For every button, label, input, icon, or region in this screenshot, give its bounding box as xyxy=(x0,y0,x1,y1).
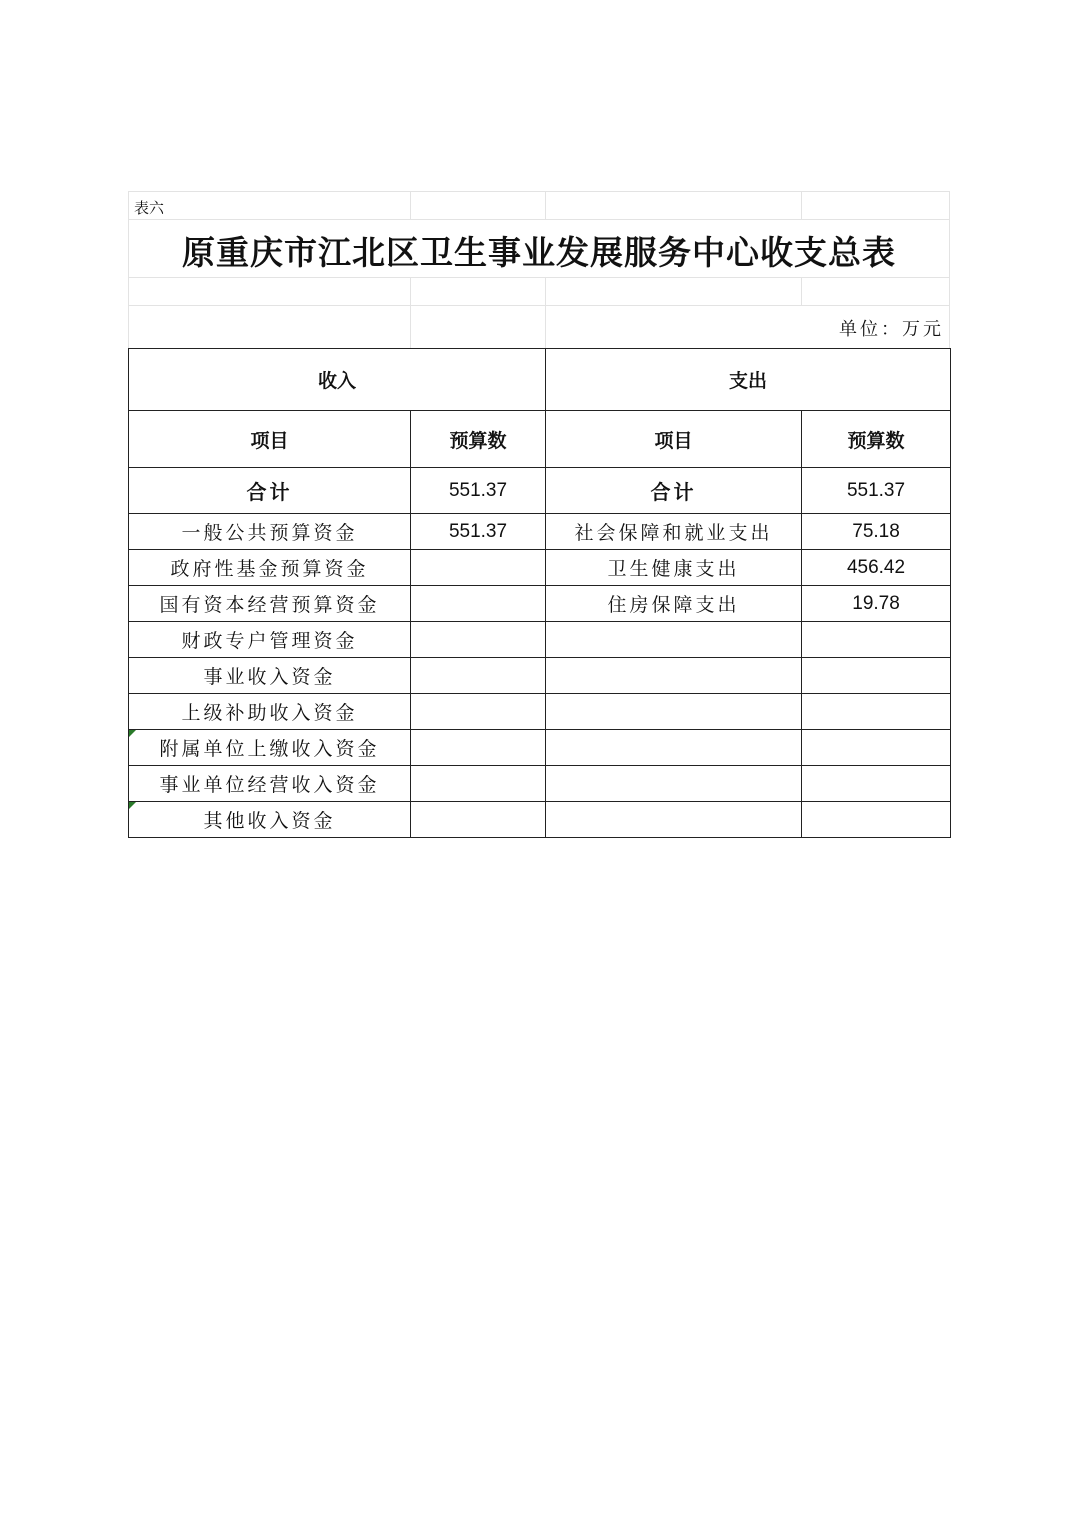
expense-value-cell[interactable] xyxy=(802,694,951,730)
cell-text: 其他收入资金 xyxy=(203,810,336,832)
income-item-cell[interactable] xyxy=(129,766,411,802)
table-row xyxy=(129,550,951,586)
cell-text: 事业单位经营收入资金 xyxy=(159,774,380,796)
income-item-cell[interactable] xyxy=(129,658,411,694)
expense-value-cell[interactable] xyxy=(802,586,951,622)
gridline xyxy=(545,191,546,219)
expense-item-cell[interactable] xyxy=(546,622,802,658)
income-item-cell[interactable] xyxy=(129,514,411,550)
cell-warning-marker xyxy=(129,802,136,809)
income-value-cell[interactable] xyxy=(411,766,546,802)
gridline xyxy=(410,191,411,219)
gridline xyxy=(801,191,802,219)
expense-item-cell[interactable] xyxy=(546,802,802,838)
income-budget-col-header[interactable]: 预算数 xyxy=(411,411,546,468)
income-value-cell[interactable] xyxy=(411,514,546,550)
expense-item-cell[interactable] xyxy=(546,730,802,766)
section-header-row xyxy=(129,349,951,411)
unit-label: 单位：万元 xyxy=(839,319,944,340)
expense-value-cell[interactable] xyxy=(802,622,951,658)
cell-text: 附属单位上缴收入资金 xyxy=(159,738,380,760)
table-row xyxy=(129,766,951,802)
cell-text: 住房保障支出 xyxy=(607,594,740,616)
cell-text: 75.18 xyxy=(852,520,900,542)
page-title: 原重庆市江北区卫生事业发展服务中心收支总表 xyxy=(182,232,896,272)
expense-total-label[interactable]: 合计 xyxy=(546,468,802,514)
table-row xyxy=(129,802,951,838)
cell-text: 551.37 xyxy=(448,520,508,542)
sheet-header-area xyxy=(128,191,950,348)
table-row xyxy=(129,622,951,658)
income-value-cell[interactable] xyxy=(411,802,546,838)
expense-item-cell[interactable] xyxy=(546,550,802,586)
expense-value-cell[interactable] xyxy=(802,658,951,694)
expense-value-cell[interactable] xyxy=(802,550,951,586)
income-item-cell[interactable] xyxy=(129,694,411,730)
cell-warning-marker xyxy=(129,730,136,737)
expense-value-cell[interactable] xyxy=(802,766,951,802)
expense-item-cell[interactable] xyxy=(546,514,802,550)
income-value-cell[interactable] xyxy=(411,550,546,586)
cell-text: 上级补助收入资金 xyxy=(181,702,358,724)
cell-text: 一般公共预算资金 xyxy=(181,522,358,544)
expense-item-col-header[interactable]: 项目 xyxy=(546,411,802,468)
expense-header[interactable]: 支出 xyxy=(546,349,951,411)
income-item-cell[interactable] xyxy=(129,550,411,586)
income-header[interactable]: 收入 xyxy=(129,349,546,411)
expense-value-cell[interactable] xyxy=(802,802,951,838)
expense-item-cell[interactable] xyxy=(546,658,802,694)
income-value-cell[interactable] xyxy=(411,622,546,658)
income-value-cell[interactable] xyxy=(411,658,546,694)
gridline xyxy=(128,219,950,220)
expense-item-cell[interactable] xyxy=(546,694,802,730)
gridline xyxy=(801,277,802,305)
income-value-cell[interactable] xyxy=(411,586,546,622)
expense-item-cell[interactable] xyxy=(546,586,802,622)
gridline xyxy=(128,191,950,192)
income-item-cell[interactable] xyxy=(129,802,411,838)
table-number-note: 表六 xyxy=(134,199,165,217)
income-item-col-header[interactable]: 项目 xyxy=(129,411,411,468)
income-value-cell[interactable] xyxy=(411,694,546,730)
gridline xyxy=(128,305,950,306)
table-row xyxy=(129,586,951,622)
spreadsheet xyxy=(128,191,950,838)
income-item-cell[interactable] xyxy=(129,586,411,622)
income-item-cell[interactable] xyxy=(129,622,411,658)
expense-total-value[interactable]: 551.37 xyxy=(802,468,951,514)
table-row xyxy=(129,514,951,550)
expense-value-cell[interactable] xyxy=(802,514,951,550)
table-row xyxy=(129,658,951,694)
gridline xyxy=(545,277,546,348)
cell-text: 事业收入资金 xyxy=(203,666,336,688)
cell-text: 卫生健康支出 xyxy=(607,558,740,580)
gridline xyxy=(410,277,411,348)
cell-text: 国有资本经营预算资金 xyxy=(159,594,380,616)
expense-value-cell[interactable] xyxy=(802,730,951,766)
total-row xyxy=(129,468,951,514)
cell-text: 456.42 xyxy=(846,556,906,578)
cell-text: 政府性基金预算资金 xyxy=(170,558,369,580)
cell-text: 社会保障和就业支出 xyxy=(574,522,773,544)
income-item-cell[interactable] xyxy=(129,730,411,766)
income-total-label[interactable]: 合计 xyxy=(129,468,411,514)
cell-text: 财政专户管理资金 xyxy=(181,630,358,652)
cell-text: 19.78 xyxy=(852,592,900,614)
column-header-row xyxy=(129,411,951,468)
expense-item-cell[interactable] xyxy=(546,766,802,802)
budget-table xyxy=(128,348,951,838)
income-total-value[interactable]: 551.37 xyxy=(411,468,546,514)
income-value-cell[interactable] xyxy=(411,730,546,766)
table-row xyxy=(129,730,951,766)
table-row xyxy=(129,694,951,730)
expense-budget-col-header[interactable]: 预算数 xyxy=(802,411,951,468)
